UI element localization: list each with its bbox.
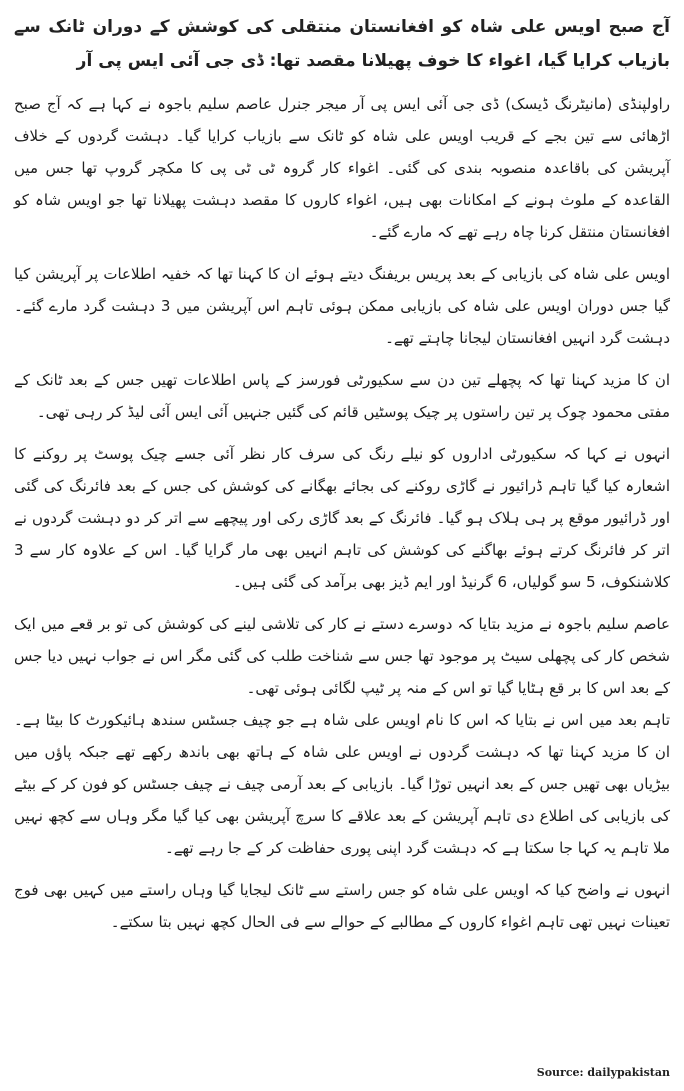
- article-paragraph: عاصم سلیم باجوہ نے مزید بتایا کہ دوسرے دستے نے کار کی تلاشی لینے کی کوشش کی تو بر قعے میں ایک شخص کار کی پچھلی سیٹ پر موجود تھا جس سے شناخت طلب کی گئی مگر اس نے جواب نہیں دیا جس کے بعد اس کا بر قع ہٹایا گیا تو اس کے منہ پر ٹیپ لگائی ہوئی تھی۔: [14, 615, 670, 697]
- article-paragraph: انہوں نے واضح کیا کہ اویس علی شاہ کو جس راستے سے ٹانک لیجایا گیا وہاں راستے میں کہیں بھی فوج تعینات نہیں تھی تاہم اغواء کاروں کے مطالبے کے حوالے سے فی الحال کچھ نہیں بتا سکتے۔: [14, 881, 670, 931]
- news-article: [14, 10, 670, 1091]
- article-paragraph: تاہم بعد میں اس نے بتایا کہ اس کا نام اویس علی شاہ ہے جو چیف جسٹس سندھ ہائیکورٹ کا بیٹا ہے۔ ان کا مزید کہنا تھا کہ دہشت گردوں نے اویس علی شاہ کے ہاتھ بھی باندھ رکھے تھے جبکہ پاؤں میں بیڑیاں بھی تھیں جس کے بعد انہیں توڑا گیا۔ بازیابی کے بعد آرمی چیف نے چیف جسٹس کو فون کر کے بیٹے کی بازیابی کی اطلاع دی تاہم آپریشن کے بعد علاقے کا سرچ آپریشن بھی کیا گیا مگر وہاں سے کچھ نہیں ملا تاہم یہ کہا جا سکتا ہے کہ دہشت گرد اپنی پوری حفاظت کر کے جا رہے تھے۔: [14, 711, 670, 857]
- article-paragraph: ان کا مزید کہنا تھا کہ پچھلے تین دن سے سکیورٹی فورسز کے پاس اطلاعات تھیں جس کے بعد ٹانک کے مفتی محمود چوک پر تین راستوں پر چیک پوسٹیں قائم کی گئیں جنہیں آئی ایس آئی لیڈ کر رہی تھی۔: [14, 371, 670, 421]
- article-paragraph: انہوں نے کہا کہ سکیورٹی اداروں کو نیلے رنگ کی سرف کار نظر آئی جسے چیک پوسٹ پر روکنے کا اشعارہ کیا گیا تاہم ڈرائیور نے گاڑی روکنے کی بجائے بھگانے کی کوشش کی جس کے بعد فائرنگ کی گئی اور ڈرائیور موقع پر ہی ہلاک ہو گیا۔ فائرنگ کے بعد گاڑی رکی اور پیچھے سے اتر کر دو دہشت گردوں نے اتر کر فائرنگ کرتے ہوئے بھاگنے کی کوشش کی تاہم انہیں بھی مار گرایا گیا۔ اس کے علاوہ کار سے 3 کلاشنکوف، 5 سو گولیاں، 6 گرنیڈ اور ایم ڈیز بھی برآمد کی گئی ہیں۔: [14, 445, 670, 591]
- article-paragraph: اویس علی شاہ کی بازیابی کے بعد پریس بریفنگ دیتے ہوئے ان کا کہنا تھا کہ خفیہ اطلاعات پر آپریشن کیا گیا جس دوران اویس علی شاہ کی بازیابی ممکن ہوئی تاہم اس آپریشن میں 3 دہشت گرد مارے گئے۔ دہشت گرد انہیں افغانستان لیجانا چاہتے تھے۔: [14, 265, 670, 347]
- source-credit: Source: dailypakistan: [536, 1066, 670, 1079]
- article-paragraph: راولپنڈی (مانیٹرنگ ڈیسک) ڈی جی آئی ایس پی آر میجر جنرل عاصم سلیم باجوہ نے کہا ہے کہ آج صبح اڑھائی سے تین بجے کے قریب اویس علی شاہ کو ٹانک سے بازیاب کرایا گیا۔ دہشت گردوں کے خلاف آپریشن کی باقاعدہ منصوبہ بندی کی گئی۔ اغواء کار گروہ ٹی ٹی پی کا مکچر گروپ تھا جس میں القاعدہ کے ملوث ہونے کے امکانات بھی ہیں، اغواء کاروں کا مقصد دہشت پھیلانا تھا جو اویس شاہ کو افغانستان منتقل کرنا چاہ رہے تھے کہ مارے گئے۔: [14, 95, 670, 241]
- article-headline: آج صبح اویس علی شاہ کو افغانستان منتقلی کی کوشش کے دوران ٹانک سے بازیاب کرایا گیا، اغواء کا خوف پھیلانا مقصد تھا: ڈی جی آئی ایس پی آر: [14, 17, 670, 71]
